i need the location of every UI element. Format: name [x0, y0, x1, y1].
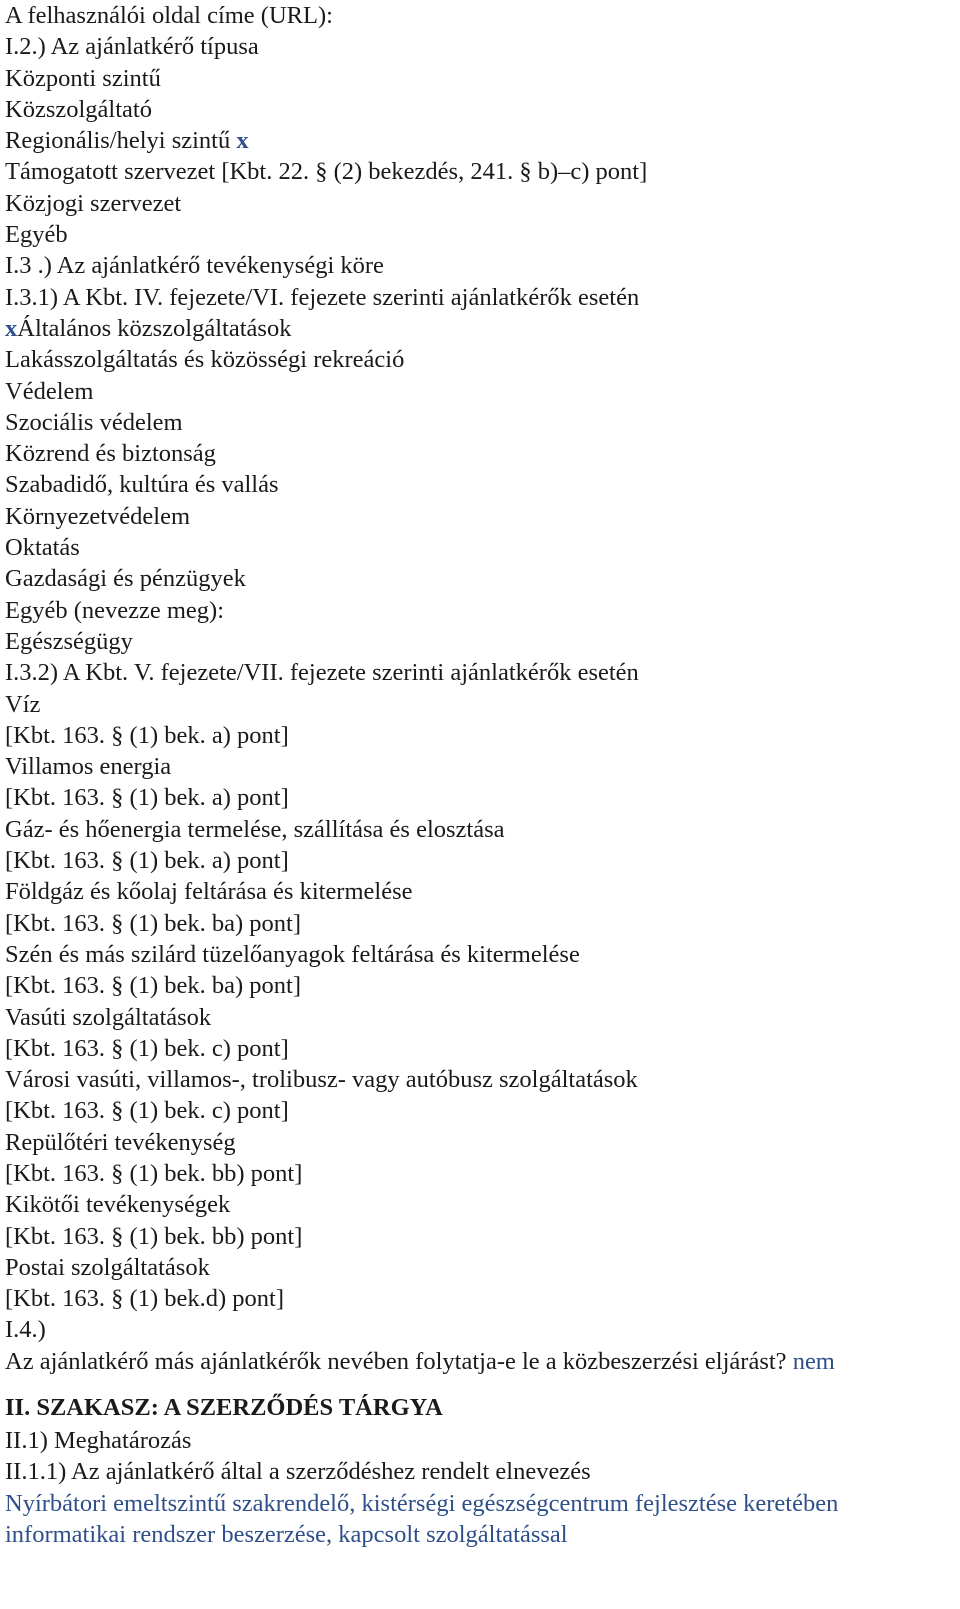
authority-type-item: Egyéb: [5, 221, 68, 249]
utility-name: Vasúti szolgáltatások: [5, 1003, 212, 1031]
utility-reference: [Kbt. 163. § (1) bek. a) pont]: [5, 721, 289, 749]
utility-reference: [Kbt. 163. § (1) bek.d) pont]: [5, 1285, 284, 1313]
authority-type-item: Közjogi szervezet: [5, 189, 182, 217]
document-page: [5, 0, 955, 1550]
activity-item: Gazdasági és pénzügyek: [5, 565, 246, 593]
activity-item: Szociális védelem: [5, 408, 183, 436]
section-ii11-heading: II.1.1) Az ajánlatkérő által a szerződéshez rendelt elnevezés: [5, 1458, 591, 1486]
activity-item: Környezetvédelem: [5, 502, 191, 530]
utility-name: Villamos energia: [5, 753, 172, 781]
i4-question: Az ajánlatkérő más ajánlatkérők nevében folytatja-e le a közbeszerzési eljárást? nem: [5, 1347, 835, 1375]
section-i4-heading: I.4.): [5, 1316, 46, 1344]
utility-reference: [Kbt. 163. § (1) bek. bb) pont]: [5, 1159, 303, 1187]
utility-reference: [Kbt. 163. § (1) bek. a) pont]: [5, 784, 289, 812]
activity-item: Egészségügy: [5, 627, 133, 655]
utility-name: Kikötői tevékenységek: [5, 1191, 231, 1219]
authority-type-item: Támogatott szervezet [Kbt. 22. § (2) bekezdés, 241. § b)–c) pont]: [5, 158, 648, 186]
authority-type-item: Központi szintű: [5, 64, 161, 92]
utility-reference: [Kbt. 163. § (1) bek. c) pont]: [5, 1034, 289, 1062]
authority-type-list: [5, 63, 955, 251]
activity-list: [5, 313, 955, 657]
section-i2-heading: I.2.) Az ajánlatkérő típusa: [5, 33, 259, 61]
contract-name: Nyírbátori emeltszintű szakrendelő, kistérségi egészségcentrum fejlesztése keretében informatikai rendszer beszerzése, kapcsolt szolgáltatással: [5, 1489, 839, 1548]
section-i31-heading: I.3.1) A Kbt. IV. fejezete/VI. fejezete szerinti ajánlatkérők esetén: [5, 283, 640, 311]
authority-type-item-selected: Regionális/helyi szintű x: [5, 127, 249, 155]
utility-reference: [Kbt. 163. § (1) bek. ba) pont]: [5, 972, 301, 1000]
utility-reference: [Kbt. 163. § (1) bek. c) pont]: [5, 1097, 289, 1125]
utility-name: Szén és más szilárd tüzelőanyagok feltárása és kitermelése: [5, 940, 580, 968]
activity-item-selected: xÁltalános közszolgáltatások: [5, 314, 292, 342]
utility-name: Városi vasúti, villamos-, trolibusz- vagy autóbusz szolgáltatások: [5, 1066, 638, 1094]
utility-name: Földgáz és kőolaj feltárása és kitermelése: [5, 878, 413, 906]
section-ii-heading: II. SZAKASZ: A SZERZŐDÉS TÁRGYA: [5, 1394, 443, 1422]
utility-name: Repülőtéri tevékenység: [5, 1128, 236, 1156]
utility-name: Gáz- és hőenergia termelése, szállítása és elosztása: [5, 815, 505, 843]
activity-item: Lakásszolgáltatás és közösségi rekreáció: [5, 346, 405, 374]
section-ii1-heading: II.1) Meghatározás: [5, 1427, 192, 1455]
selection-mark: x: [5, 314, 18, 342]
i4-answer: nem: [792, 1347, 835, 1375]
section-i32-heading: I.3.2) A Kbt. V. fejezete/VII. fejezete szerinti ajánlatkérők esetén: [5, 659, 639, 687]
activity-item: Védelem: [5, 377, 94, 405]
utility-reference: [Kbt. 163. § (1) bek. bb) pont]: [5, 1222, 303, 1250]
section-spacer: [5, 1377, 955, 1390]
activity-item: Közrend és biztonság: [5, 440, 216, 468]
utility-list: [5, 689, 955, 1315]
utility-reference: [Kbt. 163. § (1) bek. a) pont]: [5, 847, 289, 875]
utility-reference: [Kbt. 163. § (1) bek. ba) pont]: [5, 909, 301, 937]
utility-name: Postai szolgáltatások: [5, 1253, 210, 1281]
activity-item: Egyéb (nevezze meg):: [5, 596, 225, 624]
selection-mark: x: [236, 127, 249, 155]
activity-item: Oktatás: [5, 534, 80, 562]
section-i3-heading: I.3 .) Az ajánlatkérő tevékenységi köre: [5, 252, 384, 280]
url-label: A felhasználói oldal címe (URL):: [5, 2, 333, 29]
authority-type-item: Közszolgáltató: [5, 95, 152, 123]
utility-name: Víz: [5, 690, 41, 718]
activity-item: Szabadidő, kultúra és vallás: [5, 471, 279, 499]
